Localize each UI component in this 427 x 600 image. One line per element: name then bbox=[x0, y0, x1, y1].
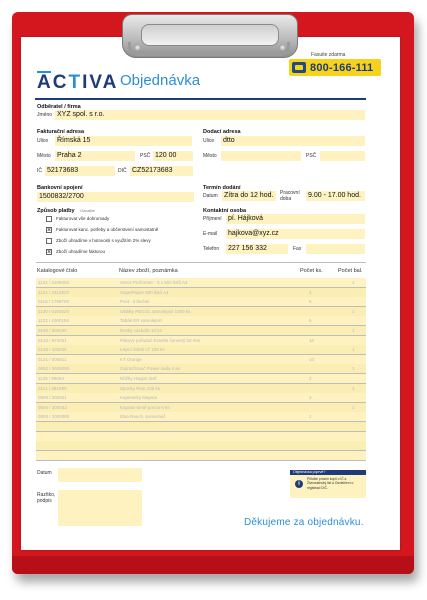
delivery-city-label: Město bbox=[203, 153, 217, 159]
delivery-street-label: Ulice bbox=[203, 138, 215, 144]
billing-city-value: Praha 2 bbox=[57, 152, 82, 159]
item-qty: 2 bbox=[309, 414, 312, 420]
item-qty: 5 bbox=[309, 299, 312, 305]
customer-name-value: XYZ spol. s r.o. bbox=[57, 111, 105, 118]
table-row[interactable] bbox=[36, 364, 366, 374]
payment-option-2-label: Fakturovat kanc. potřeby a občerstvení samostatně bbox=[56, 227, 159, 232]
billing-street-label: Ulice bbox=[37, 138, 49, 144]
thanks-message: Děkujeme za objednávku. bbox=[244, 517, 364, 528]
billing-dic-value: CZ52173683 bbox=[132, 167, 173, 174]
item-code: 0118 / 1799700 bbox=[38, 299, 69, 305]
item-code: 0503 / 2000085 bbox=[38, 414, 70, 420]
hotline-badge bbox=[289, 59, 381, 76]
item-qty: 5 bbox=[309, 318, 312, 324]
item-pack: 1 bbox=[352, 308, 355, 314]
table-row[interactable] bbox=[36, 432, 366, 442]
item-name: Desky vazbaře 10 ks bbox=[120, 328, 162, 333]
item-code: 1124 / 2105004 bbox=[38, 280, 69, 285]
item-code: 0112 / 481080 bbox=[38, 385, 67, 391]
billing-ico-label: IČ bbox=[37, 168, 42, 174]
item-code: 0509 / 300021 bbox=[38, 395, 67, 401]
items-header-pack: Počet bal. bbox=[338, 268, 363, 274]
item-name: Post - it bloček bbox=[120, 299, 150, 305]
item-pack: 1 bbox=[352, 347, 355, 353]
item-code: 1124 / 3410620 bbox=[38, 289, 69, 295]
bank-value: 1500832/2700 bbox=[39, 193, 84, 200]
contact-fax-field[interactable] bbox=[306, 244, 365, 254]
info-icon: i bbox=[295, 480, 303, 488]
item-name: Lepicí štítek LT 100 ks bbox=[120, 347, 165, 353]
delivery-street-field[interactable] bbox=[221, 136, 365, 146]
term-hours-value: 9.00 - 17.00 hod. bbox=[308, 192, 361, 199]
clip-rivet-right bbox=[279, 44, 286, 51]
item-code: 0120 / 874001 bbox=[38, 337, 67, 343]
clip-wire bbox=[128, 42, 290, 56]
items-header-qty: Počet ks. bbox=[300, 268, 323, 274]
payment-option-3-label: Zboží uhradíme v hotovosti s využitím 2% slevy bbox=[56, 238, 151, 243]
table-row[interactable] bbox=[36, 345, 366, 355]
table-row[interactable] bbox=[36, 297, 366, 307]
table-row[interactable] bbox=[36, 393, 366, 403]
delivery-street-value: dtto bbox=[223, 137, 235, 144]
billing-ico-value: 52173683 bbox=[47, 167, 79, 174]
item-code: 0126 / 103000 bbox=[38, 347, 67, 353]
items-header-name: Název zboží, poznámka bbox=[119, 268, 178, 274]
delivery-zip-label: PSČ bbox=[306, 153, 317, 159]
item-code: 0180 / 605040 bbox=[38, 328, 67, 333]
item-code: 0131 / 005011 bbox=[38, 356, 67, 362]
table-row[interactable] bbox=[36, 316, 366, 326]
table-row[interactable] bbox=[36, 374, 366, 384]
item-name: SuperPaper 500 listů A4 bbox=[120, 289, 169, 295]
payment-section-label: Způsob platby bbox=[37, 208, 75, 214]
term-hours-label: Pracovní doba bbox=[280, 190, 300, 202]
first-order-notice bbox=[290, 470, 366, 498]
item-pack: 1 bbox=[352, 328, 355, 333]
payment-note: Označte bbox=[80, 208, 95, 213]
billing-zip-label: PSČ bbox=[140, 153, 151, 159]
payment-option-1-label: Fakturovat vše dohromady bbox=[56, 216, 110, 221]
delivery-city-field[interactable] bbox=[221, 151, 301, 161]
table-row[interactable] bbox=[36, 307, 366, 317]
item-name: Obálky RECOL samolepicí 1000 ks bbox=[120, 308, 191, 314]
notice-heading: Objednávka poprvé? bbox=[290, 470, 366, 475]
footer-date-label: Datum bbox=[37, 470, 52, 476]
section-divider bbox=[36, 262, 366, 263]
item-qty: 3 bbox=[309, 395, 312, 401]
term-section-label: Termín dodání bbox=[203, 185, 241, 191]
item-code: 1123 / 1000154 bbox=[38, 318, 69, 324]
billing-street-value: Římská 15 bbox=[57, 137, 91, 144]
contact-email-label: E-mail bbox=[203, 231, 218, 237]
contact-section-label: Kontaktní osoba bbox=[203, 208, 247, 214]
item-name: Kaputa mimé porcia 6 ks bbox=[120, 404, 170, 410]
item-qty: 2 bbox=[309, 376, 312, 381]
billing-city-label: Město bbox=[37, 153, 51, 159]
table-row[interactable] bbox=[36, 384, 366, 394]
table-row[interactable] bbox=[36, 355, 366, 365]
clip-rivet-left bbox=[134, 44, 141, 51]
item-pack: 1 bbox=[352, 280, 355, 285]
table-row[interactable] bbox=[36, 326, 366, 336]
payment-option-3-checkbox[interactable] bbox=[46, 238, 52, 244]
item-pack: 1 bbox=[352, 404, 355, 410]
item-name: Nůžky Happé Stef bbox=[120, 376, 157, 381]
customer-name-label: Jméno bbox=[37, 112, 53, 118]
header-rule bbox=[35, 98, 366, 100]
term-date-value: Zítra do 12 hod. bbox=[224, 192, 274, 199]
bank-section-label: Bankovní spojení bbox=[37, 185, 83, 191]
table-row[interactable] bbox=[36, 441, 366, 451]
item-code: 0504 / 300033 bbox=[38, 404, 67, 410]
contact-phone-value: 227 156 332 bbox=[228, 245, 267, 252]
billing-section-label: Fakturační adresa bbox=[37, 129, 85, 135]
contact-surname-value: pí. Hájková bbox=[228, 215, 264, 222]
table-row[interactable] bbox=[36, 451, 366, 461]
item-code: 0062 / 3608250 bbox=[38, 366, 70, 372]
delivery-zip-field[interactable] bbox=[320, 151, 365, 161]
item-name: Pákový pořadač Esselte červený 50 mm bbox=[120, 337, 201, 343]
phone-icon bbox=[292, 62, 306, 73]
item-name: Sponky Rion 100 ks bbox=[120, 385, 161, 391]
item-name: Xerox Performer - 5 x 500 listů A4 bbox=[120, 280, 188, 285]
item-name: Elsa Rauch, pomeranč bbox=[120, 414, 166, 420]
payment-option-1-checkbox[interactable] bbox=[46, 216, 52, 222]
item-code: 1130 / 0104020 bbox=[38, 308, 69, 314]
customer-section-label: Odběratel / firma bbox=[37, 104, 81, 110]
contact-email-value: hajkova@xyz.cz bbox=[228, 230, 279, 237]
item-name: Zvýrazňovač Power sada 4 ks bbox=[120, 366, 181, 372]
footer-signature-label: Razítko, podpis bbox=[37, 492, 56, 504]
item-name: Kapesníky Mapsía bbox=[120, 395, 158, 401]
billing-dic-label: DIČ bbox=[118, 168, 127, 174]
item-code: 1128 / 98094 bbox=[38, 376, 64, 381]
footer-signature-field[interactable] bbox=[58, 490, 142, 526]
delivery-section-label: Dodací adresa bbox=[203, 129, 241, 135]
item-qty: 3 bbox=[309, 289, 312, 295]
item-pack: 1 bbox=[352, 366, 355, 372]
document-title: Objednávka bbox=[120, 72, 201, 89]
item-qty: 10 bbox=[309, 356, 315, 362]
footer-date-field[interactable] bbox=[58, 468, 142, 482]
contact-surname-label: Příjmení bbox=[203, 216, 222, 222]
table-row[interactable] bbox=[36, 412, 366, 422]
item-name: Tabák ER samolepicí bbox=[120, 318, 163, 324]
table-row[interactable] bbox=[36, 403, 366, 413]
activa-logo: ACTIVA bbox=[37, 72, 119, 93]
hotline-number: 800-166-111 bbox=[310, 61, 374, 74]
row-divider bbox=[36, 460, 366, 461]
billing-zip-value: 120 00 bbox=[155, 152, 177, 159]
item-pack: 1 bbox=[352, 385, 355, 391]
notice-text: Přiložte prosím kopii o IČ a Živnostenský list a Osvědčení o registraci DIČ. bbox=[307, 477, 354, 490]
contact-phone-label: Telefon bbox=[203, 246, 220, 252]
table-row[interactable] bbox=[36, 422, 366, 432]
items-header-code: Katalogové číslo bbox=[37, 268, 78, 274]
payment-option-4-checkbox[interactable]: × bbox=[47, 249, 52, 256]
item-name: KT Orange bbox=[120, 356, 142, 362]
payment-option-4-label: Zboží uhradíme fakturou bbox=[56, 249, 106, 254]
table-row[interactable] bbox=[36, 278, 366, 288]
table-row[interactable] bbox=[36, 336, 366, 346]
hotline-label: Fasuite zdarma bbox=[311, 52, 346, 58]
clipboard-edge bbox=[12, 556, 414, 574]
term-date-label: Datum bbox=[203, 193, 218, 199]
item-qty: 10 bbox=[309, 337, 315, 343]
payment-option-2-checkbox[interactable]: × bbox=[47, 227, 52, 234]
contact-fax-label: Fax bbox=[293, 246, 302, 252]
table-row[interactable] bbox=[36, 288, 366, 298]
